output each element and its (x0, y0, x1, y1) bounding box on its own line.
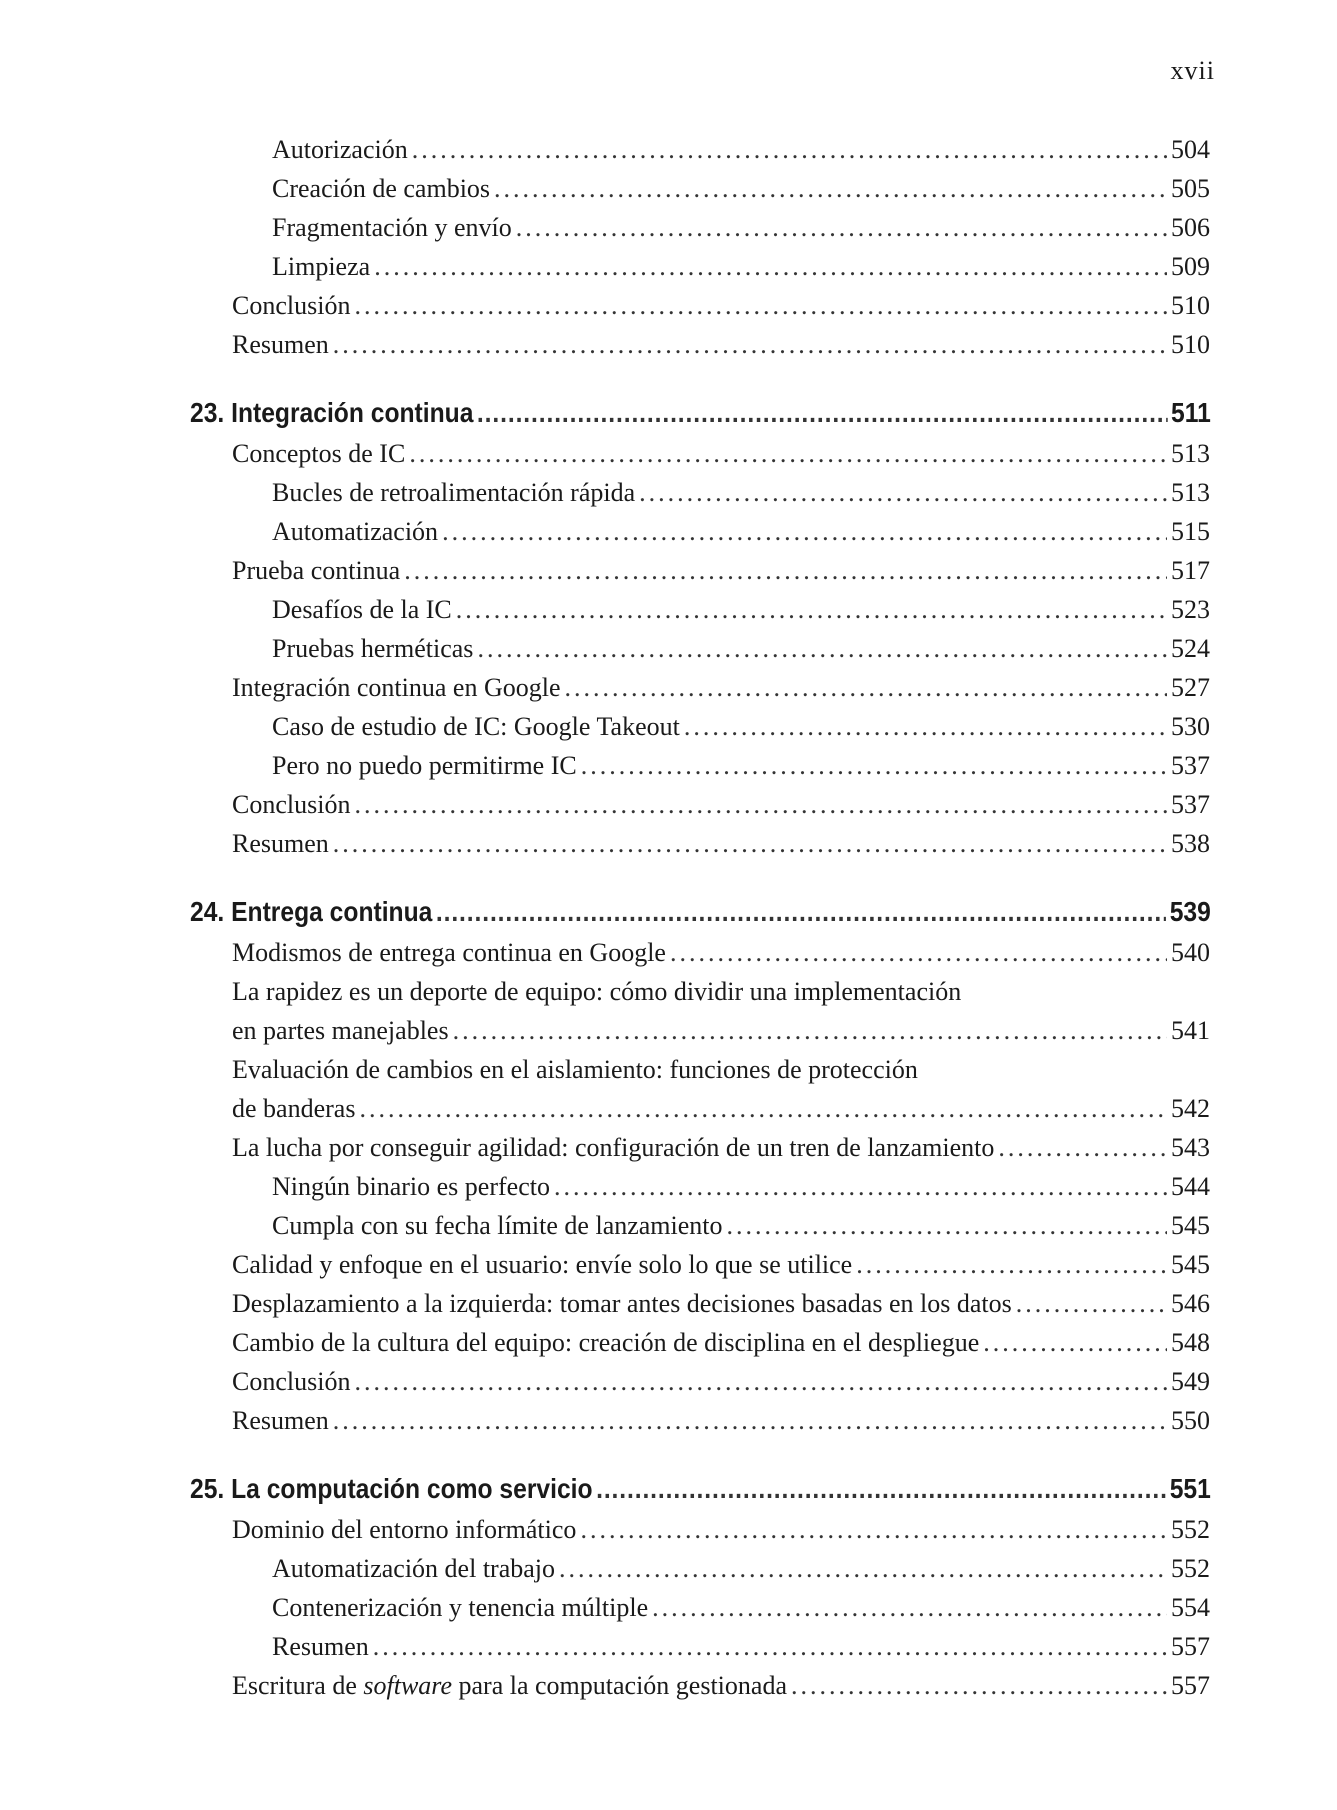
toc-page-number: 550 (1171, 1406, 1210, 1435)
toc-entry-title: de banderas (232, 1094, 356, 1123)
toc-entry (190, 1167, 1210, 1206)
chapter-heading (190, 1468, 1211, 1510)
toc-entry-title: Evaluación de cambios en el aislamiento: funciones de protección (232, 1055, 918, 1084)
toc-entry-title: Automatización (272, 517, 439, 546)
dot-leader (580, 1510, 1167, 1549)
toc-entry-title: La lucha por conseguir agilidad: configuración de un tren de lanzamiento (232, 1133, 995, 1162)
toc-entry (190, 286, 1210, 325)
toc-page-number: 549 (1171, 1367, 1210, 1396)
toc-entry (190, 1245, 1210, 1284)
toc-entry (190, 785, 1210, 824)
toc-page-number: 557 (1171, 1671, 1210, 1700)
toc-page-number: 513 (1171, 439, 1210, 468)
toc-entry-title: 24. Entrega continua (190, 896, 433, 927)
dot-leader (998, 1128, 1167, 1167)
toc-entry-title: Automatización del trabajo (272, 1554, 556, 1583)
chapter-heading (190, 891, 1211, 933)
toc-entry-title: La rapidez es un deporte de equipo: cómo dividir una implementación (232, 977, 962, 1006)
toc-page-number: 557 (1171, 1632, 1210, 1661)
toc-page-number: 543 (1171, 1133, 1210, 1162)
chapter-heading (190, 392, 1211, 434)
toc-page-number: 545 (1171, 1211, 1210, 1240)
dot-leader (477, 392, 1168, 434)
toc-entry (190, 746, 1210, 785)
dot-leader (333, 824, 1167, 863)
toc-page-number: 515 (1171, 517, 1210, 546)
dot-leader (554, 1167, 1167, 1206)
toc-entry-title: Prueba continua (232, 556, 401, 585)
dot-leader (565, 668, 1168, 707)
toc-entry-continuation (190, 1089, 1210, 1128)
toc-page-number: 530 (1171, 712, 1210, 741)
toc-page-number: 546 (1171, 1289, 1210, 1318)
toc-entry-title: 25. La computación como servicio (190, 1473, 593, 1504)
toc-entry (190, 473, 1210, 512)
dot-leader (684, 707, 1167, 746)
toc-entry-title: Resumen (232, 1406, 329, 1435)
toc-entry-title: Ningún binario es perfecto (272, 1172, 550, 1201)
table-of-contents (190, 130, 1210, 1733)
toc-page-number: 510 (1171, 330, 1210, 359)
toc-entry-title: Fragmentación y envío (272, 213, 512, 242)
toc-page-number: 523 (1171, 595, 1210, 624)
toc-entry-title: Integración continua en Google (232, 673, 561, 702)
toc-entry-title: Resumen (232, 330, 329, 359)
toc-page-number: 552 (1171, 1554, 1210, 1583)
toc-entry (190, 247, 1210, 286)
toc-entry (190, 1050, 1210, 1089)
toc-section (190, 891, 1210, 1440)
dot-leader (456, 590, 1167, 629)
dot-leader (559, 1549, 1167, 1588)
toc-page-number: 504 (1171, 135, 1210, 164)
toc-entry (190, 629, 1210, 668)
toc-entry-title: Calidad y enfoque en el usuario: envíe solo lo que se utilice (232, 1250, 853, 1279)
toc-entry-title: Cambio de la cultura del equipo: creación de disciplina en el despliegue (232, 1328, 980, 1357)
toc-page-number: 551 (1169, 1473, 1211, 1504)
dot-leader (670, 933, 1167, 972)
dot-leader (856, 1245, 1167, 1284)
toc-entry (190, 1323, 1210, 1362)
dot-leader (727, 1206, 1167, 1245)
dot-leader (333, 325, 1167, 364)
toc-page-number: 513 (1171, 478, 1210, 507)
toc-page-number: 544 (1171, 1172, 1210, 1201)
toc-entry-title: Desafíos de la IC (272, 595, 452, 624)
dot-leader (983, 1323, 1167, 1362)
dot-leader (1016, 1284, 1167, 1323)
toc-entry-continuation (190, 1011, 1210, 1050)
toc-page-number: 537 (1171, 751, 1210, 780)
toc-page-number: 541 (1171, 1016, 1210, 1045)
toc-entry (190, 1362, 1210, 1401)
toc-page-number: 527 (1171, 673, 1210, 702)
toc-entry-title: Escritura de software para la computación gestionada (232, 1671, 787, 1700)
toc-section (190, 1468, 1210, 1705)
toc-entry-title: Dominio del entorno informático (232, 1515, 577, 1544)
dot-leader (436, 891, 1166, 933)
toc-section (190, 130, 1210, 364)
toc-page-number: 539 (1169, 896, 1211, 927)
toc-page-number: 540 (1171, 938, 1210, 967)
dot-leader (652, 1588, 1167, 1627)
toc-entry-title: Cumpla con su fecha límite de lanzamiento (272, 1211, 723, 1240)
toc-entry-title: 23. Integración continua (190, 397, 474, 428)
toc-entry (190, 590, 1210, 629)
dot-leader (374, 247, 1167, 286)
toc-entry-title: Conclusión (232, 291, 351, 320)
dot-leader (477, 629, 1167, 668)
toc-page-number: 517 (1171, 556, 1210, 585)
toc-entry-title: Pero no puedo permitirme IC (272, 751, 577, 780)
toc-entry (190, 824, 1210, 863)
toc-entry (190, 325, 1210, 364)
toc-page-number: 509 (1171, 252, 1210, 281)
toc-entry (190, 1284, 1210, 1323)
page-number: xvii (1170, 56, 1215, 85)
toc-entry (190, 1627, 1210, 1666)
toc-entry (190, 1588, 1210, 1627)
dot-leader (453, 1011, 1167, 1050)
toc-entry (190, 512, 1210, 551)
dot-leader (359, 1089, 1167, 1128)
toc-entry-title: Creación de cambios (272, 174, 491, 203)
toc-page-number: 510 (1171, 291, 1210, 320)
toc-page-number: 538 (1171, 829, 1210, 858)
toc-entry-title: Conclusión (232, 790, 351, 819)
toc-page-number: 554 (1171, 1593, 1210, 1622)
toc-page-number: 524 (1171, 634, 1210, 663)
toc-entry (190, 1206, 1210, 1245)
toc-entry-title: Limpieza (272, 252, 371, 281)
toc-page-number: 548 (1171, 1328, 1210, 1357)
toc-entry-title: Modismos de entrega continua en Google (232, 938, 666, 967)
toc-page-number: 552 (1171, 1515, 1210, 1544)
toc-page-number: 505 (1171, 174, 1210, 203)
dot-leader (639, 473, 1167, 512)
dot-leader (442, 512, 1167, 551)
toc-entry-title: Desplazamiento a la izquierda: tomar antes decisiones basadas en los datos (232, 1289, 1012, 1318)
toc-entry (190, 434, 1210, 473)
dot-leader (404, 551, 1167, 590)
dot-leader (354, 785, 1167, 824)
dot-leader (373, 1627, 1167, 1666)
dot-leader (409, 434, 1167, 473)
toc-page-number: 537 (1171, 790, 1210, 819)
toc-entry-title: Resumen (232, 829, 329, 858)
dot-leader (494, 169, 1167, 208)
toc-entry (190, 1510, 1210, 1549)
toc-entry-title: Pruebas herméticas (272, 634, 474, 663)
toc-entry (190, 551, 1210, 590)
toc-entry (190, 1128, 1210, 1167)
toc-entry-title: en partes manejables (232, 1016, 449, 1045)
dot-leader (581, 746, 1167, 785)
toc-entry (190, 208, 1210, 247)
dot-leader (596, 1468, 1166, 1510)
toc-entry (190, 130, 1210, 169)
toc-entry (190, 668, 1210, 707)
toc-entry (190, 707, 1210, 746)
toc-entry-title: Contenerización y tenencia múltiple (272, 1593, 649, 1622)
toc-page-number: 511 (1171, 397, 1211, 428)
toc-page-number: 542 (1171, 1094, 1210, 1123)
toc-entry-title: Bucles de retroalimentación rápida (272, 478, 636, 507)
dot-leader (333, 1401, 1167, 1440)
toc-entry (190, 169, 1210, 208)
toc-page-number: 545 (1171, 1250, 1210, 1279)
dot-leader (354, 286, 1167, 325)
dot-leader (791, 1666, 1167, 1705)
toc-entry (190, 933, 1210, 972)
toc-entry-title: Conceptos de IC (232, 439, 406, 468)
toc-entry (190, 1666, 1210, 1705)
dot-leader (516, 208, 1167, 247)
toc-entry-title: Caso de estudio de IC: Google Takeout (272, 712, 680, 741)
toc-entry (190, 1401, 1210, 1440)
dot-leader (354, 1362, 1167, 1401)
toc-page-number: 506 (1171, 213, 1210, 242)
toc-entry-title: Autorización (272, 135, 408, 164)
dot-leader (412, 130, 1167, 169)
toc-entry (190, 972, 1210, 1011)
toc-section (190, 392, 1210, 863)
toc-entry-title: Conclusión (232, 1367, 351, 1396)
toc-entry-title: Resumen (272, 1632, 369, 1661)
toc-entry (190, 1549, 1210, 1588)
